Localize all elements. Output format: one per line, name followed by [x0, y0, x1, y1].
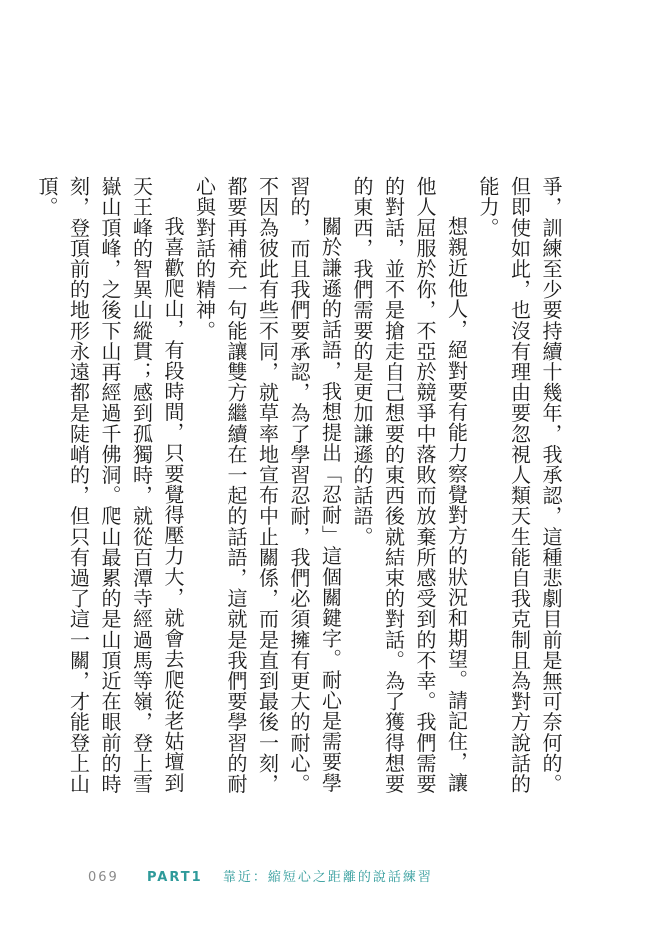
- page-footer: [88, 866, 433, 885]
- paragraph-3: 關於謙遜的話語，我想提出「忍耐」這個關鍵字。耐心是需要學習的，而且我們要承認，為了學習忍耐，我們必須擁有更大的耐心。不因為彼此有些不同，就草率地宣布中止關係，而是直到最後一刻，都要再補充一句能讓雙方繼續在一起的話語，這就是我們要學習的耐心與對話的精神。: [192, 176, 343, 794]
- paragraph-1: 爭，訓練至少要持續十幾年，我承認，這種悲劇目前是無可奈何的。但即使如此，也沒有理由要忽視人類天生能自我克制且為對方說話的能力。: [476, 176, 563, 794]
- paragraph-4: 我喜歡爬山，有段時間，只要覺得壓力大，就會去爬從老姑壇到天王峰的智異山縱貫；感到孤獨時，就從百潭寺經過馬等嶺，登上雪嶽山頂峰，之後下山再經過千佛洞。爬山最累的是山頂近在眼前的時刻，登頂前的地形永遠都是陡峭的，但只有過了這一關，才能登上山頂。: [35, 176, 185, 794]
- vertical-text-body: [31, 176, 567, 806]
- paragraph-2: 想親近他人，絕對要有能力察覺對方的狀況和期望。請記住，讓他人屈服於你，不亞於競爭中落敗而放棄所感受到的不幸。我們需要的對話，並不是搶走自己想要的東西後就結束的對話。為了獲得想要的東西，我們需要的是更加謙遜的話語。: [350, 176, 469, 794]
- part-label: PART1: [146, 870, 203, 885]
- chapter-title: 靠近：縮短心之距離的說話練習: [222, 870, 433, 885]
- page-number: 069: [88, 870, 119, 885]
